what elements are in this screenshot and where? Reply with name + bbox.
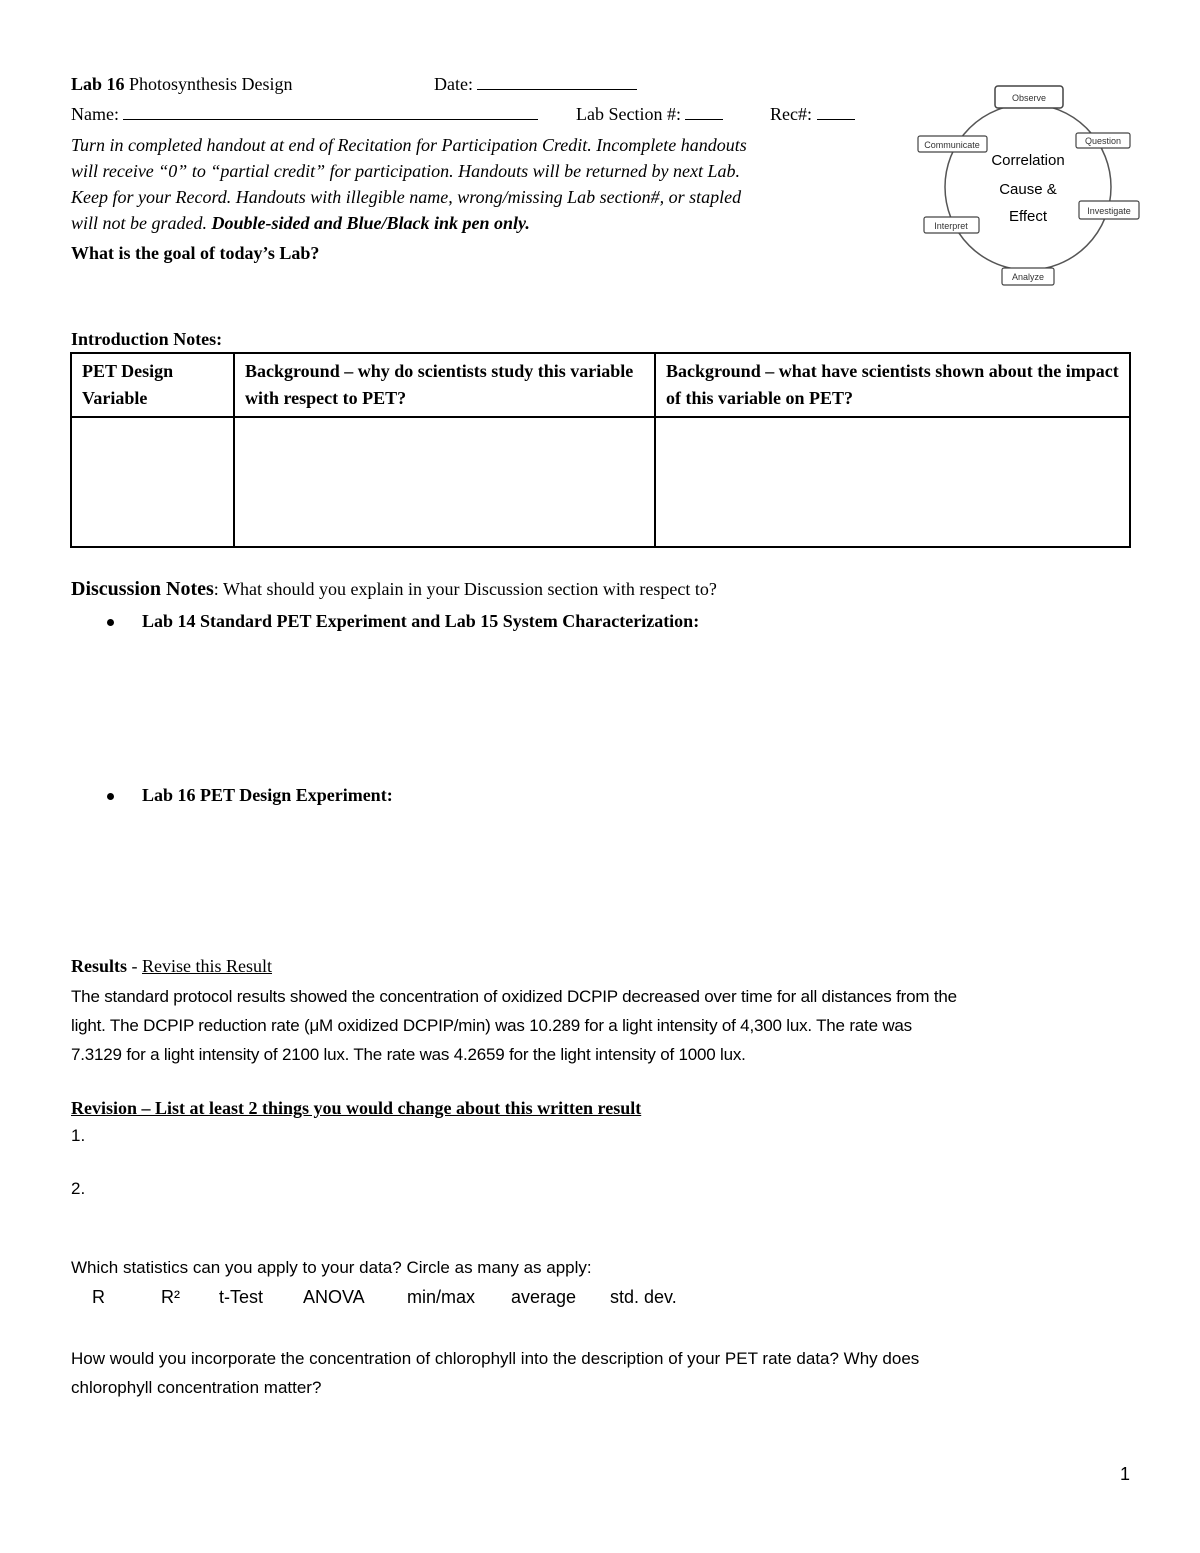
chlorophyll-question — [71, 1344, 919, 1402]
stat-option-std-dev[interactable]: std. dev. — [610, 1287, 677, 1307]
stat-option-r[interactable]: R — [92, 1287, 105, 1307]
bullet-icon — [107, 619, 114, 626]
instructions-line — [71, 210, 747, 236]
list-item — [142, 610, 699, 632]
cycle-node-label: Question — [1084, 136, 1122, 146]
cycle-node-label: Interpret — [934, 221, 968, 231]
cycle-center-text: Cause & — [999, 181, 1057, 198]
stat-option-r-squared[interactable]: R² — [161, 1287, 180, 1307]
table-cell-input[interactable] — [71, 417, 234, 547]
cycle-node-label: Communicate — [924, 140, 980, 150]
title-line — [71, 73, 293, 95]
cycle-node-interpret — [924, 217, 979, 233]
table-header-cell: Background – why do scientists study this variable with respect to PET? — [234, 353, 655, 417]
cycle-node-investigate — [1079, 201, 1139, 219]
rec-label: Rec#: — [770, 104, 812, 124]
lab-section-label: Lab Section #: — [576, 104, 681, 124]
statistics-question: Which statistics can you apply to your data? Circle as many as apply: — [71, 1258, 592, 1277]
science-cycle-diagram — [910, 80, 1150, 290]
results-heading: Results — [71, 956, 128, 976]
rec-field[interactable] — [770, 103, 855, 125]
intro-heading: Introduction Notes: — [71, 329, 223, 349]
name-label: Name: — [71, 104, 119, 124]
stat-option-average[interactable]: average — [511, 1287, 577, 1307]
results-separator: - — [127, 956, 143, 976]
cycle-node-label: Observe — [1011, 93, 1047, 103]
discussion-bullet: Lab 16 PET Design Experiment: — [142, 785, 393, 805]
cycle-node-label: Analyze — [1011, 272, 1045, 282]
chlorophyll-question-line: chlorophyll concentration matter? — [71, 1378, 322, 1397]
instructions-line: will receive “0” to “partial credit” for participation. Handouts will be returned by next Lab. — [71, 161, 740, 181]
name-blank[interactable] — [123, 103, 538, 120]
cycle-node-label: Investigate — [1087, 206, 1131, 216]
discussion-heading: Discussion Notes — [71, 578, 214, 600]
lab-title: Photosynthesis Design — [129, 74, 293, 94]
revision-heading: Revision – List at least 2 things you would change about this written result — [71, 1098, 642, 1118]
revision-item-1[interactable]: 1. — [71, 1126, 86, 1145]
cycle-center-text: Effect — [1008, 208, 1048, 225]
stat-option-t-test[interactable]: t-Test — [219, 1287, 264, 1307]
statistics-options — [0, 1287, 800, 1311]
rec-blank[interactable] — [817, 103, 855, 120]
discussion-prompt: : What should you explain in your Discussion section with respect to? — [213, 579, 717, 599]
table-header-row — [71, 353, 1130, 417]
chlorophyll-question-line: How would you incorporate the concentration of chlorophyll into the description of your PET rate data? Why does — [71, 1349, 920, 1368]
intro-notes-table — [70, 352, 1131, 548]
lab-number: Lab 16 — [71, 74, 125, 94]
date-field[interactable] — [434, 73, 637, 95]
stat-option-anova[interactable]: ANOVA — [303, 1287, 365, 1307]
table-cell-input[interactable] — [234, 417, 655, 547]
date-label: Date: — [434, 74, 473, 94]
cycle-node-question — [1076, 133, 1130, 148]
list-item — [142, 784, 393, 806]
table-row — [71, 417, 1130, 547]
table-header-cell: Background – what have scientists shown about the impact of this variable on PET? — [655, 353, 1130, 417]
results-text-line: The standard protocol results showed the concentration of oxidized DCPIP decreased over time for all distances from the — [71, 987, 957, 1006]
table-header-cell: PET Design Variable — [71, 353, 234, 417]
ink-requirement: Double-sided and Blue/Black ink pen only. — [211, 213, 530, 233]
results-heading-line — [71, 955, 272, 977]
instructions — [71, 132, 747, 236]
instructions-text: will not be graded. — [71, 213, 212, 233]
instructions-line: Turn in completed handout at end of Recitation for Participation Credit. Incomplete handouts — [71, 135, 747, 155]
results-text-line: light. The DCPIP reduction rate (μM oxidized DCPIP/min) was 10.289 for a light intensity of 4,300 lux. The rate was — [71, 1016, 912, 1035]
lab-section-blank[interactable] — [685, 103, 723, 120]
cycle-node-communicate — [918, 136, 987, 152]
results-text-line: 7.3129 for a light intensity of 2100 lux. The rate was 4.2659 for the light intensity of 1000 lux. — [71, 1045, 746, 1064]
bullet-icon — [107, 793, 114, 800]
date-blank[interactable] — [477, 73, 637, 90]
table-cell-input[interactable] — [655, 417, 1130, 547]
stat-option-min-max[interactable]: min/max — [407, 1287, 476, 1307]
cycle-node-analyze — [1002, 268, 1054, 285]
discussion-line — [71, 578, 717, 601]
cycle-center-text: Correlation — [991, 152, 1065, 169]
page-number: 1 — [1120, 1464, 1131, 1484]
results-paragraph — [71, 982, 957, 1069]
instructions-line: Keep for your Record. Handouts with illegible name, wrong/missing Lab section#, or stapled — [71, 187, 742, 207]
name-field[interactable] — [71, 103, 538, 125]
goal-question: What is the goal of today’s Lab? — [71, 243, 320, 263]
revision-item-2[interactable]: 2. — [71, 1179, 86, 1198]
revise-result-link: Revise this Result — [142, 956, 273, 976]
cycle-node-observe — [995, 86, 1063, 108]
lab-section-field[interactable] — [576, 103, 723, 125]
discussion-bullet: Lab 14 Standard PET Experiment and Lab 15 System Characterization: — [142, 611, 700, 631]
